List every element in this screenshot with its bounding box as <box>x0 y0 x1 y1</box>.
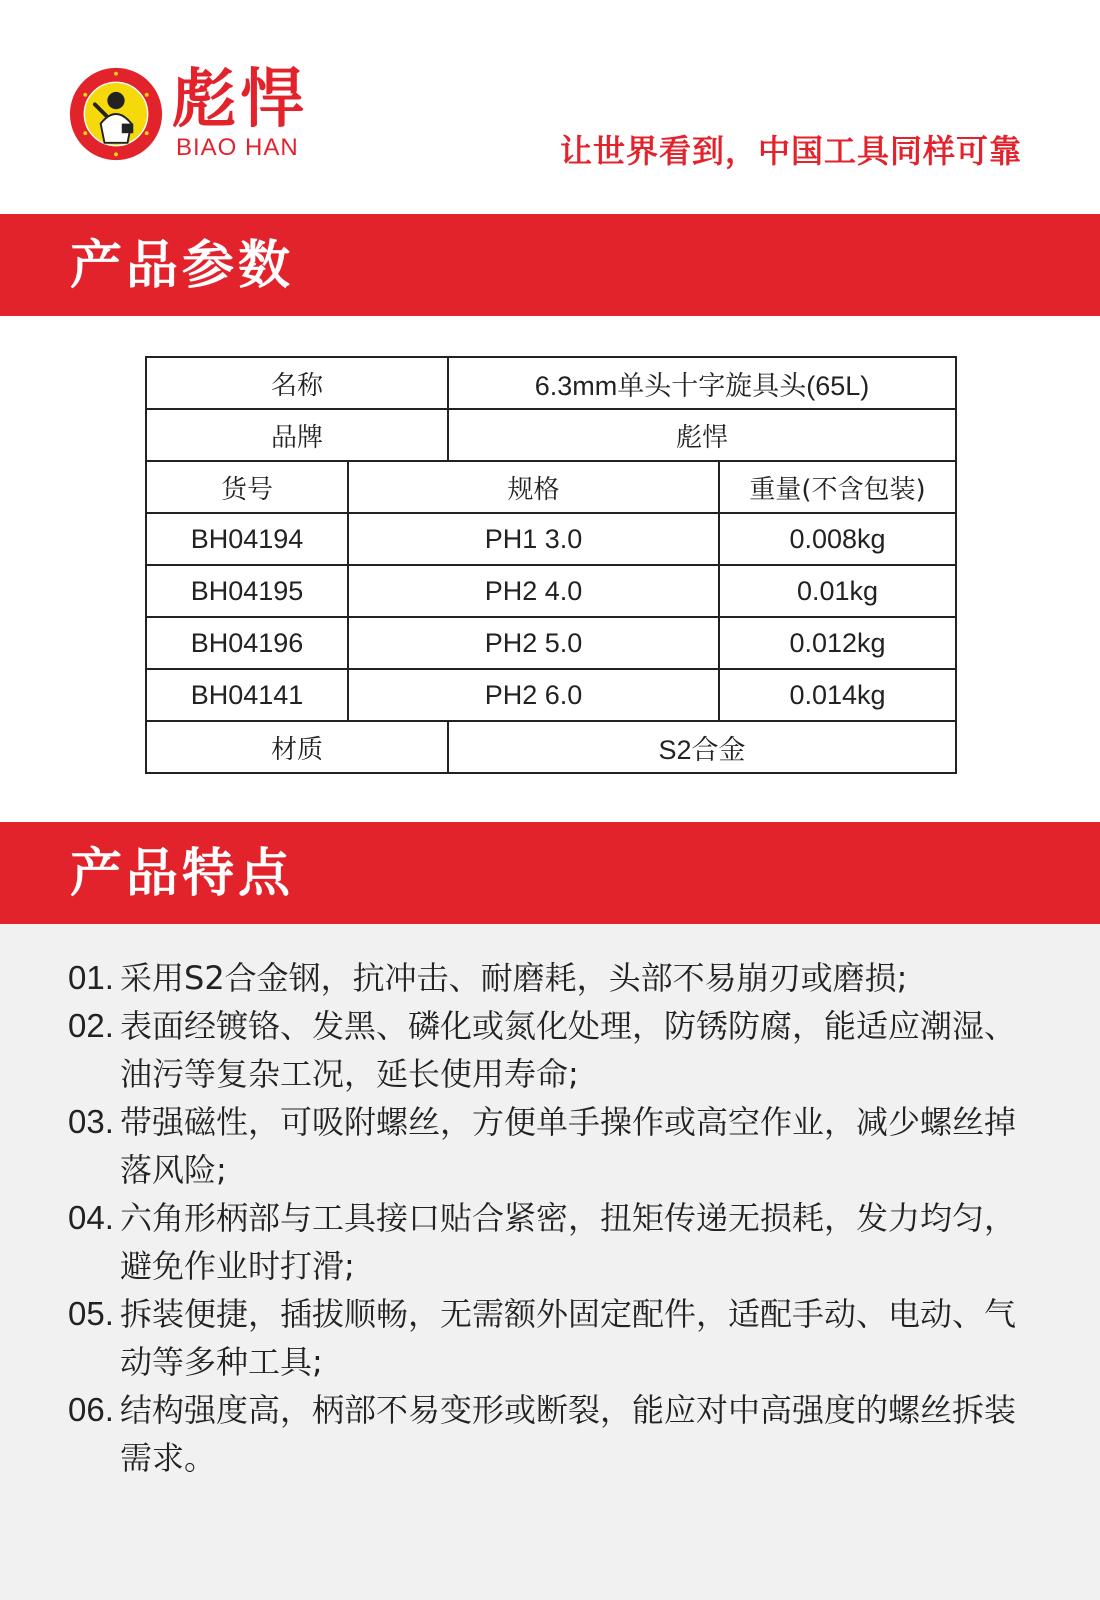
spec-row-material <box>146 721 956 773</box>
features-section-title: 产品特点 <box>70 844 295 904</box>
feature-text: 采用S2合金钢，抗冲击、耐磨耗，头部不易崩刃或磨损; <box>120 959 908 997</box>
table-row <box>146 565 956 617</box>
spec-cell-sku: BH04195 <box>146 565 348 617</box>
spec-cell-size: PH1 3.0 <box>348 513 719 565</box>
spec-cell-weight: 0.012kg <box>719 617 956 669</box>
spec-material-label: 材质 <box>146 721 448 773</box>
feature-number: 04. <box>68 1199 114 1236</box>
spec-material-value: S2合金 <box>448 721 956 773</box>
feature-item <box>68 1194 1038 1290</box>
feature-number: 06. <box>68 1391 114 1428</box>
brand-name-en: BIAO HAN <box>176 134 299 161</box>
page-header <box>0 0 1100 214</box>
spec-brand-value: 彪悍 <box>448 409 956 461</box>
features-list <box>68 954 1038 1482</box>
brand-name-cn: 彪悍 <box>172 62 308 137</box>
feature-item <box>68 1386 1038 1482</box>
spec-cell-sku: BH04196 <box>146 617 348 669</box>
spec-brand-label: 品牌 <box>146 409 448 461</box>
brand-slogan: 让世界看到，中国工具同样可靠 <box>560 132 1023 170</box>
spec-col-header-sku: 货号 <box>146 461 348 513</box>
params-section-title: 产品参数 <box>70 236 295 296</box>
feature-text: 带强磁性，可吸附螺丝，方便单手操作或高空作业，减少螺丝掉落风险; <box>120 1103 1017 1189</box>
feature-number: 02. <box>68 1007 114 1044</box>
spec-name-label: 名称 <box>146 357 448 409</box>
feature-number: 05. <box>68 1295 114 1332</box>
spec-cell-sku: BH04141 <box>146 669 348 721</box>
feature-item <box>68 1290 1038 1386</box>
table-row <box>146 617 956 669</box>
brand-logo-icon <box>68 66 164 162</box>
spec-name-value: 6.3mm单头十字旋具头(65L) <box>448 357 956 409</box>
feature-item <box>68 1002 1038 1098</box>
spec-cell-weight: 0.01kg <box>719 565 956 617</box>
table-row <box>146 513 956 565</box>
spec-cell-size: PH2 4.0 <box>348 565 719 617</box>
spec-cell-size: PH2 5.0 <box>348 617 719 669</box>
feature-item <box>68 1098 1038 1194</box>
spec-row-brand <box>146 409 956 461</box>
spec-cell-sku: BH04194 <box>146 513 348 565</box>
spec-col-header-weight: 重量(不含包装) <box>719 461 956 513</box>
spec-row-name <box>146 357 956 409</box>
features-section-banner <box>0 822 1100 924</box>
features-section <box>0 924 1100 1600</box>
feature-number: 03. <box>68 1103 114 1140</box>
spec-header-row <box>146 461 956 513</box>
feature-number: 01. <box>68 959 114 996</box>
spec-col-header-size: 规格 <box>348 461 719 513</box>
feature-text: 六角形柄部与工具接口贴合紧密，扭矩传递无损耗，发力均匀，避免作业时打滑; <box>120 1199 1017 1285</box>
spec-cell-weight: 0.008kg <box>719 513 956 565</box>
params-section-banner <box>0 214 1100 316</box>
spec-cell-weight: 0.014kg <box>719 669 956 721</box>
feature-text: 拆装便捷，插拔顺畅，无需额外固定配件，适配手动、电动、气动等多种工具; <box>120 1295 1017 1381</box>
feature-text: 表面经镀铬、发黑、磷化或氮化处理，防锈防腐，能适应潮湿、油污等复杂工况，延长使用寿命; <box>120 1007 1017 1093</box>
params-section <box>0 316 1100 822</box>
feature-item <box>68 954 1038 1002</box>
feature-text: 结构强度高，柄部不易变形或断裂，能应对中高强度的螺丝拆装需求。 <box>120 1391 1017 1477</box>
spec-table <box>145 356 957 774</box>
table-row <box>146 669 956 721</box>
spec-cell-size: PH2 6.0 <box>348 669 719 721</box>
